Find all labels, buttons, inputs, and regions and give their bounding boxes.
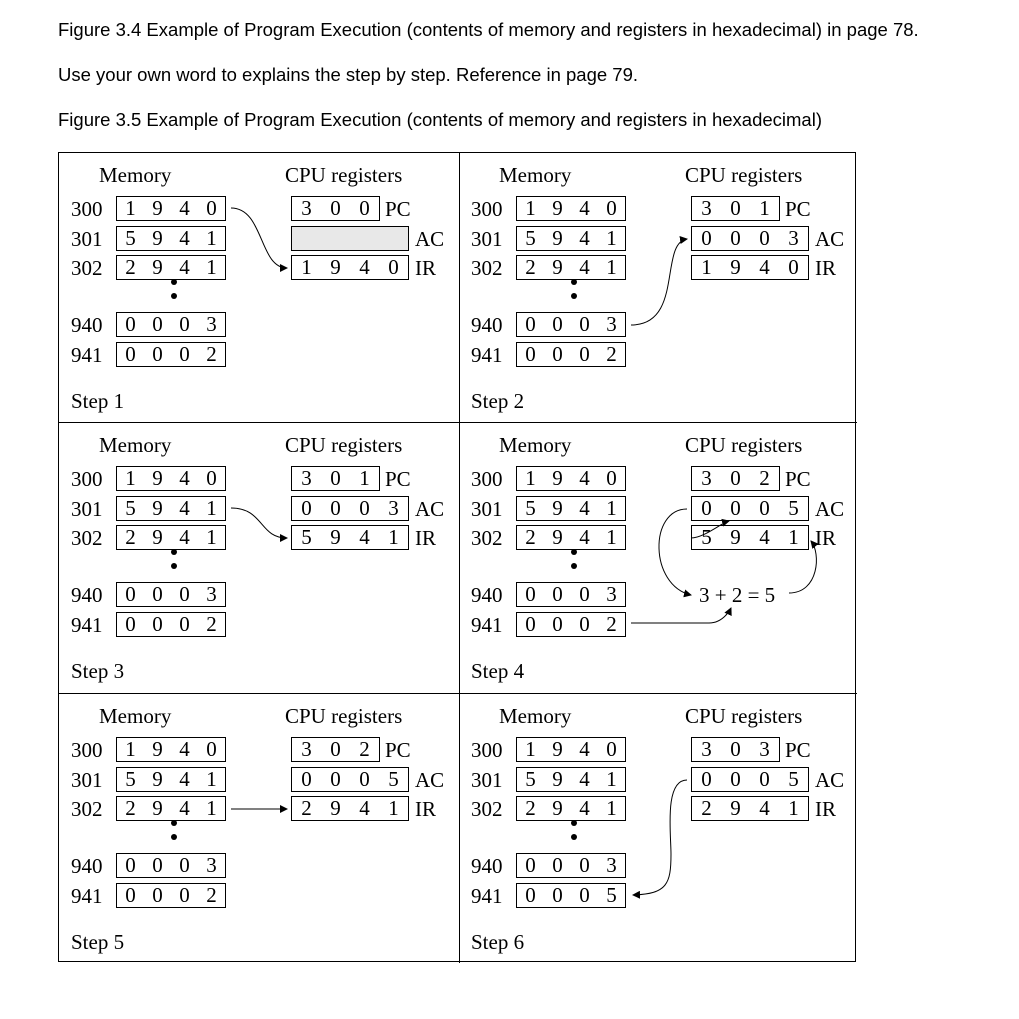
register-digit: 2 <box>359 737 370 761</box>
memory-digit: 9 <box>552 226 563 250</box>
memory-digit: 0 <box>552 883 563 907</box>
memory-digit: 0 <box>525 342 536 366</box>
step-panel-2 <box>459 153 858 423</box>
register-digit: 4 <box>359 796 370 820</box>
step-label: Step 6 <box>471 930 525 954</box>
memory-digit: 3 <box>606 312 617 336</box>
register-digit: 3 <box>701 466 712 490</box>
register-label-pc: PC <box>785 467 811 491</box>
memory-address: 941 <box>71 613 103 637</box>
memory-digit: 0 <box>206 466 217 490</box>
memory-digit: 0 <box>125 853 136 877</box>
register-digit: 5 <box>788 496 799 520</box>
memory-digit: 2 <box>206 612 217 636</box>
data-flow-arrow <box>659 509 691 595</box>
memory-digit: 0 <box>152 612 163 636</box>
memory-digit: 0 <box>525 883 536 907</box>
memory-address: 302 <box>471 797 503 821</box>
register-digit: 4 <box>359 255 370 279</box>
memory-digit: 0 <box>606 466 617 490</box>
register-digit: 0 <box>759 767 770 791</box>
step-label: Step 3 <box>71 659 125 683</box>
register-digit: 3 <box>301 466 312 490</box>
memory-address: 940 <box>71 313 103 337</box>
memory-digit: 0 <box>579 853 590 877</box>
register-digit: 0 <box>330 496 341 520</box>
memory-address: 941 <box>471 613 503 637</box>
register-digit: 0 <box>330 737 341 761</box>
memory-digit: 4 <box>179 196 190 220</box>
register-label-ac: AC <box>415 497 445 521</box>
step-arrows <box>459 153 858 423</box>
memory-digit: 0 <box>179 612 190 636</box>
memory-address: 300 <box>471 738 503 762</box>
register-digit: 0 <box>730 737 741 761</box>
memory-address: 302 <box>471 526 503 550</box>
memory-title: Memory <box>99 704 172 728</box>
memory-digit: 1 <box>206 525 217 549</box>
memory-digit: 5 <box>125 767 136 791</box>
memory-digit: 9 <box>552 496 563 520</box>
cpu-registers-title: CPU registers <box>285 163 403 187</box>
memory-address: 941 <box>71 343 103 367</box>
memory-digit: 0 <box>525 582 536 606</box>
memory-digit: 1 <box>206 796 217 820</box>
memory-digit: 5 <box>125 226 136 250</box>
memory-digit: 3 <box>606 582 617 606</box>
step-arrows <box>59 423 458 693</box>
memory-digit: 9 <box>152 496 163 520</box>
memory-address: 300 <box>71 738 103 762</box>
memory-digit: 0 <box>179 883 190 907</box>
memory-digit: 2 <box>525 525 536 549</box>
memory-digit: 4 <box>579 767 590 791</box>
memory-digit: 4 <box>579 496 590 520</box>
memory-digit: 0 <box>152 342 163 366</box>
memory-digit: 9 <box>552 767 563 791</box>
step-label: Step 2 <box>471 389 525 413</box>
memory-digit: 1 <box>606 226 617 250</box>
register-label-ac: AC <box>815 227 845 251</box>
memory-digit: 9 <box>152 525 163 549</box>
step-arrows <box>59 153 458 423</box>
memory-address: 940 <box>471 583 503 607</box>
memory-digit: 0 <box>579 612 590 636</box>
register-digit: 0 <box>759 496 770 520</box>
register-digit: 9 <box>330 255 341 279</box>
register-digit: 0 <box>730 226 741 250</box>
register-digit: 1 <box>359 466 370 490</box>
register-digit: 5 <box>788 767 799 791</box>
step-label: Step 5 <box>71 930 125 954</box>
memory-digit: 0 <box>152 582 163 606</box>
memory-digit: 9 <box>552 466 563 490</box>
memory-address: 941 <box>471 343 503 367</box>
register-digit: 0 <box>359 767 370 791</box>
register-label-pc: PC <box>785 197 811 221</box>
memory-address: 301 <box>71 227 103 251</box>
memory-digit: 0 <box>125 582 136 606</box>
memory-digit: 2 <box>525 255 536 279</box>
memory-digit: 9 <box>152 767 163 791</box>
memory-digit: 4 <box>579 796 590 820</box>
memory-digit: 3 <box>206 312 217 336</box>
memory-digit: 9 <box>552 196 563 220</box>
memory-digit: 0 <box>552 612 563 636</box>
memory-digit: 2 <box>525 796 536 820</box>
memory-digit: 4 <box>179 737 190 761</box>
step-panel-3 <box>59 423 458 693</box>
memory-address: 300 <box>471 467 503 491</box>
register-digit: 2 <box>701 796 712 820</box>
register-digit: 3 <box>788 226 799 250</box>
memory-digit: 1 <box>125 737 136 761</box>
register-digit: 0 <box>701 226 712 250</box>
register-digit: 9 <box>730 796 741 820</box>
memory-digit: 5 <box>525 496 536 520</box>
register-digit: 3 <box>701 737 712 761</box>
register-label-pc: PC <box>385 467 411 491</box>
register-label-ir: IR <box>415 526 436 550</box>
memory-digit: 5 <box>525 767 536 791</box>
register-digit: 5 <box>701 525 712 549</box>
memory-digit: 5 <box>606 883 617 907</box>
register-digit: 0 <box>759 226 770 250</box>
register-digit: 1 <box>388 796 399 820</box>
register-digit: 0 <box>730 767 741 791</box>
memory-digit: 0 <box>579 582 590 606</box>
memory-address: 301 <box>471 768 503 792</box>
step-arrows <box>459 423 858 693</box>
memory-address: 941 <box>471 884 503 908</box>
register-digit: 2 <box>759 466 770 490</box>
memory-digit: 9 <box>552 737 563 761</box>
memory-digit: 4 <box>579 196 590 220</box>
register-digit: 0 <box>330 466 341 490</box>
program-execution-figure <box>58 152 856 962</box>
memory-digit: 1 <box>606 767 617 791</box>
memory-digit: 0 <box>552 312 563 336</box>
register-digit: 3 <box>701 196 712 220</box>
register-label-ir: IR <box>415 797 436 821</box>
memory-digit: 0 <box>579 312 590 336</box>
memory-title: Memory <box>499 163 572 187</box>
memory-digit: 4 <box>179 796 190 820</box>
memory-digit: 2 <box>206 342 217 366</box>
register-digit: 9 <box>730 255 741 279</box>
memory-digit: 0 <box>179 312 190 336</box>
memory-digit: 1 <box>606 525 617 549</box>
register-label-ir: IR <box>415 256 436 280</box>
register-digit: 4 <box>359 525 370 549</box>
memory-digit: 9 <box>152 226 163 250</box>
memory-address: 940 <box>471 313 503 337</box>
memory-address: 301 <box>71 497 103 521</box>
register-digit: 0 <box>388 255 399 279</box>
register-digit: 5 <box>301 525 312 549</box>
register-label-ac: AC <box>815 768 845 792</box>
memory-digit: 4 <box>179 767 190 791</box>
memory-address: 940 <box>471 854 503 878</box>
result-arrow <box>789 541 816 593</box>
register-label-ir: IR <box>815 797 836 821</box>
memory-address: 302 <box>71 256 103 280</box>
memory-digit: 5 <box>125 496 136 520</box>
register-digit: 1 <box>701 255 712 279</box>
memory-digit: 0 <box>179 582 190 606</box>
register-digit: 9 <box>330 525 341 549</box>
step-label: Step 1 <box>71 389 125 413</box>
register-digit: 0 <box>701 767 712 791</box>
memory-digit: 2 <box>206 883 217 907</box>
memory-digit: 9 <box>152 196 163 220</box>
memory-digit: 0 <box>206 196 217 220</box>
register-label-pc: PC <box>785 738 811 762</box>
memory-digit: 4 <box>579 226 590 250</box>
memory-digit: 0 <box>125 612 136 636</box>
memory-digit: 1 <box>525 737 536 761</box>
cpu-registers-title: CPU registers <box>685 433 803 457</box>
memory-digit: 1 <box>525 196 536 220</box>
register-label-pc: PC <box>385 738 411 762</box>
cpu-registers-title: CPU registers <box>285 704 403 728</box>
register-digit: 0 <box>701 496 712 520</box>
memory-digit: 1 <box>125 196 136 220</box>
memory-digit: 0 <box>552 853 563 877</box>
memory-digit: 1 <box>206 226 217 250</box>
memory-digit: 1 <box>206 255 217 279</box>
memory-digit: 1 <box>606 255 617 279</box>
register-digit: 4 <box>759 796 770 820</box>
register-label-ir: IR <box>815 256 836 280</box>
memory-address: 301 <box>471 227 503 251</box>
step-panel-4 <box>459 423 858 693</box>
memory-digit: 1 <box>606 796 617 820</box>
register-digit: 4 <box>759 525 770 549</box>
memory-digit: 0 <box>579 342 590 366</box>
memory-digit: 1 <box>206 496 217 520</box>
memory-digit: 4 <box>179 226 190 250</box>
register-label-pc: PC <box>385 197 411 221</box>
memory-digit: 0 <box>606 737 617 761</box>
memory-address: 301 <box>71 768 103 792</box>
register-digit: 5 <box>388 767 399 791</box>
memory-address: 300 <box>71 467 103 491</box>
register-digit: 0 <box>730 496 741 520</box>
memory-title: Memory <box>99 433 172 457</box>
memory-digit: 0 <box>206 737 217 761</box>
memory-digit: 9 <box>552 796 563 820</box>
register-digit: 1 <box>759 196 770 220</box>
data-flow-arrow <box>691 521 729 538</box>
register-digit: 0 <box>788 255 799 279</box>
cpu-registers-title: CPU registers <box>685 704 803 728</box>
data-flow-arrow <box>633 780 687 895</box>
register-digit: 1 <box>788 796 799 820</box>
memory-digit: 0 <box>179 853 190 877</box>
memory-digit: 0 <box>525 312 536 336</box>
memory-digit: 0 <box>152 853 163 877</box>
memory-digit: 0 <box>152 312 163 336</box>
memory-digit: 0 <box>525 853 536 877</box>
memory-digit: 0 <box>152 883 163 907</box>
register-digit: 1 <box>301 255 312 279</box>
memory-digit: 4 <box>579 525 590 549</box>
figure-caption: Figure 3.5 Example of Program Execution (contents of memory and registers in hexadecimal) <box>58 109 822 130</box>
memory-address: 302 <box>471 256 503 280</box>
register-digit: 0 <box>330 767 341 791</box>
register-digit: 0 <box>301 496 312 520</box>
memory-address: 301 <box>471 497 503 521</box>
step-label: Step 4 <box>471 659 525 683</box>
memory-digit: 9 <box>552 525 563 549</box>
memory-digit: 0 <box>579 883 590 907</box>
register-digit: 0 <box>330 196 341 220</box>
memory-digit: 9 <box>152 255 163 279</box>
step-arrows <box>59 694 458 964</box>
register-digit: 3 <box>301 737 312 761</box>
register-digit: 0 <box>359 496 370 520</box>
memory-digit: 0 <box>525 612 536 636</box>
memory-digit: 0 <box>125 342 136 366</box>
memory-digit: 2 <box>606 342 617 366</box>
memory-digit: 2 <box>125 255 136 279</box>
memory-digit: 9 <box>152 466 163 490</box>
memory-digit: 5 <box>525 226 536 250</box>
memory-address: 302 <box>71 526 103 550</box>
register-digit: 3 <box>388 496 399 520</box>
step-panel-5 <box>59 694 458 964</box>
memory-digit: 1 <box>125 466 136 490</box>
memory-digit: 0 <box>606 196 617 220</box>
question-line-1: Figure 3.4 Example of Program Execution (contents of memory and registers in hexadecimal) in page 78. <box>58 19 919 40</box>
memory-digit: 4 <box>179 255 190 279</box>
register-digit: 1 <box>388 525 399 549</box>
memory-digit: 4 <box>579 737 590 761</box>
equation-label: 3 + 2 = 5 <box>699 583 776 607</box>
memory-digit: 4 <box>579 466 590 490</box>
step-panel-1 <box>59 153 458 423</box>
question-line-2: Use your own word to explains the step by step. Reference in page 79. <box>58 64 639 85</box>
register-digit: 0 <box>730 196 741 220</box>
register-digit: 0 <box>359 196 370 220</box>
register-label-ac: AC <box>415 768 445 792</box>
memory-digit: 0 <box>552 342 563 366</box>
data-flow-arrow <box>231 208 287 268</box>
memory-digit: 0 <box>552 582 563 606</box>
memory-digit: 9 <box>152 796 163 820</box>
data-flow-arrow <box>631 239 687 325</box>
memory-digit: 3 <box>206 582 217 606</box>
register-digit: 1 <box>788 525 799 549</box>
memory-digit: 9 <box>552 255 563 279</box>
memory-digit: 3 <box>206 853 217 877</box>
register-digit: 0 <box>301 767 312 791</box>
memory-address: 940 <box>71 583 103 607</box>
register-digit: 9 <box>330 796 341 820</box>
memory-address: 300 <box>71 197 103 221</box>
memory-digit: 0 <box>125 312 136 336</box>
memory-digit: 0 <box>125 883 136 907</box>
memory-title: Memory <box>499 433 572 457</box>
register-digit: 0 <box>730 466 741 490</box>
memory-digit: 2 <box>125 796 136 820</box>
memory-digit: 3 <box>606 853 617 877</box>
memory-digit: 1 <box>606 496 617 520</box>
memory-address: 302 <box>71 797 103 821</box>
memory-title: Memory <box>99 163 172 187</box>
memory-address: 941 <box>71 884 103 908</box>
memory-digit: 1 <box>525 466 536 490</box>
memory-digit: 2 <box>606 612 617 636</box>
memory-digit: 4 <box>179 496 190 520</box>
register-digit: 4 <box>759 255 770 279</box>
cpu-registers-title: CPU registers <box>285 433 403 457</box>
register-digit: 2 <box>301 796 312 820</box>
step-panel-6 <box>459 694 858 964</box>
memory-digit: 4 <box>179 466 190 490</box>
cpu-registers-title: CPU registers <box>685 163 803 187</box>
register-digit: 3 <box>759 737 770 761</box>
memory-title: Memory <box>499 704 572 728</box>
memory-digit: 9 <box>152 737 163 761</box>
register-label-ac: AC <box>815 497 845 521</box>
data-flow-arrow <box>631 608 731 623</box>
register-label-ir: IR <box>815 526 836 550</box>
memory-address: 940 <box>71 854 103 878</box>
memory-digit: 4 <box>579 255 590 279</box>
memory-digit: 0 <box>179 342 190 366</box>
register-digit: 9 <box>730 525 741 549</box>
memory-address: 300 <box>471 197 503 221</box>
register-label-ac: AC <box>415 227 445 251</box>
memory-digit: 4 <box>179 525 190 549</box>
memory-digit: 2 <box>125 525 136 549</box>
register-digit: 3 <box>301 196 312 220</box>
step-arrows <box>459 694 858 964</box>
data-flow-arrow <box>231 508 287 538</box>
memory-digit: 1 <box>206 767 217 791</box>
